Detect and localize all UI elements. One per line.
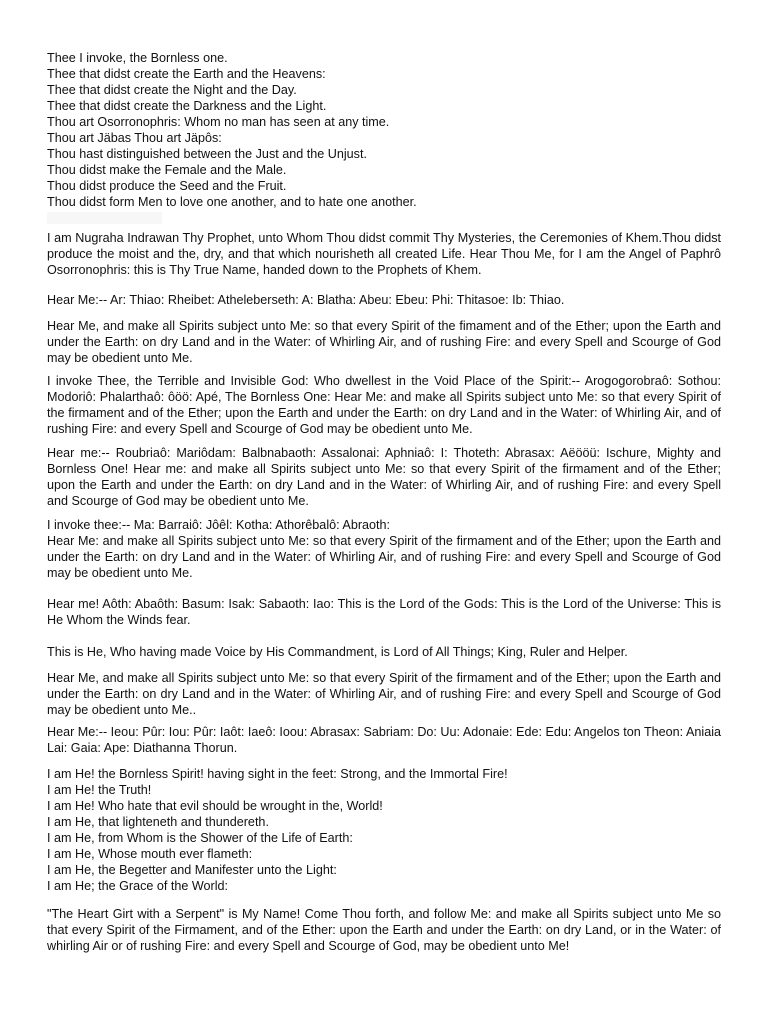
- i-am-he-line: I am He! the Truth!: [47, 783, 152, 797]
- invoke-thee-line: I invoke thee:-- Ma: Barraiô: Jôêl: Kotha: Athorêbalô: Abraoth:: [47, 518, 391, 532]
- invocation-line: Thou didst make the Female and the Male.: [47, 163, 287, 177]
- paragraph-this-is-he: This is He, Who having made Voice by His Commandment, is Lord of All Things; King, Ruler and Helper.: [47, 645, 628, 659]
- invoke-thee-body: Hear Me: and make all Spirits subject unto Me: so that every Spirit of the firmament and of the Ether; upon the Earth and under the Earth: on dry Land and in the Water: of Whirling Air, and of rushing Fire: and every Spell and Scourge of God may be obedient unto Me.: [47, 534, 721, 580]
- paragraph-spirits-2: Hear Me, and make all Spirits subject unto Me: so that every Spirit of the firmament and of the Ether; upon the Earth and under the Earth: on dry Land and in the Water: of Whirling Air, and of rushing Fire: and every Spell and Scourge of God may be obedient unto Me..: [47, 671, 721, 717]
- invocation-stanza: [47, 50, 721, 210]
- invocation-line: Thou didst form Men to love one another, and to hate one another.: [47, 195, 417, 209]
- invocation-line: Thou didst produce the Seed and the Fruit.: [47, 179, 287, 193]
- paragraph-hear-me-1: Hear Me:-- Ar: Thiao: Rheibet: Atheleberseth: A: Blatha: Abeu: Ebeu: Phi: Thitasoe: Ib: Thiao.: [47, 293, 565, 307]
- paragraph-heart-girt: "The Heart Girt with a Serpent" is My Name! Come Thou forth, and follow Me: and make all Spirits subject unto Me so that every Spirit of the Firmament, and of the Ether: upon the Earth and under the Earth: on dry Land, or in the Water: of whirling Air or of rushing Fire: and every Spell and Scourge of God, may be obedient unto Me!: [47, 907, 721, 953]
- i-am-he-stanza: [47, 766, 721, 894]
- invocation-line: Thou hast distinguished between the Just and the Unjust.: [47, 147, 367, 161]
- invocation-line: Thee I invoke, the Bornless one.: [47, 51, 228, 65]
- paragraph-hear-me-2: Hear me:-- Roubriaô: Mariôdam: Balbnabaoth: Assalonai: Aphniaô: I: Thoteth: Abrasax: Aëööü: Ischure, Mighty and Bornless One! Hear me: and make all Spirits subject unto Me: so that every Spirit of the firmament and of the Ether; upon the Earth and under the Earth: on dry Land and in the Water: of Whirling Air, and of rushing Fire: and every Spell and Scourge of God may be obedient unto Me.: [47, 446, 721, 508]
- i-am-he-line: I am He; the Grace of the World:: [47, 879, 229, 893]
- paragraph-lord-of-gods: Hear me! Aôth: Abaôth: Basum: Isak: Sabaoth: Iao: This is the Lord of the Gods: This is the Lord of the Universe: This is He Whom the Winds fear.: [47, 597, 721, 627]
- i-am-he-line: I am He, that lighteneth and thundereth.: [47, 815, 269, 829]
- paragraph-hear-me-3: Hear Me:-- Ieou: Pûr: Iou: Pûr: Iaôt: Iaeô: Ioou: Abrasax: Sabriam: Do: Uu: Adonaie: Ede: Edu: Angelos ton Theon: Aniaia Lai: Gaia: Ape: Diathanna Thorun.: [47, 725, 721, 755]
- paragraph-prophet: I am Nugraha Indrawan Thy Prophet, unto Whom Thou didst commit Thy Mysteries, the Ceremonies of Khem.Thou didst produce the moist and the, dry, and that which nourisheth all created Life. Hear Thou Me, for I am the Angel of Paphrô Osorronophris: this is Thy True Name, handed down to the Prophets of Khem.: [47, 231, 721, 277]
- invocation-line: Thee that didst create the Earth and the Heavens:: [47, 67, 326, 81]
- i-am-he-line: I am He, Whose mouth ever flameth:: [47, 847, 253, 861]
- invocation-line: Thou art Osorronophris: Whom no man has seen at any time.: [47, 115, 390, 129]
- i-am-he-line: I am He, the Begetter and Manifester unto the Light:: [47, 863, 337, 877]
- i-am-he-line: I am He, from Whom is the Shower of the Life of Earth:: [47, 831, 353, 845]
- invocation-line: Thee that didst create the Darkness and the Light.: [47, 99, 327, 113]
- faint-highlight-strip: [47, 212, 162, 224]
- invocation-line: Thou art Jäbas Thou art Jäpôs:: [47, 131, 222, 145]
- paragraph-invoke-thee: [47, 517, 721, 581]
- i-am-he-line: I am He! the Bornless Spirit! having sight in the feet: Strong, and the Immortal Fire!: [47, 767, 508, 781]
- i-am-he-line: I am He! Who hate that evil should be wrought in the, World!: [47, 799, 383, 813]
- paragraph-spirits-1: Hear Me, and make all Spirits subject unto Me: so that every Spirit of the fimament and of the Ether; upon the Earth and under the Earth: on dry Land and in the Water: of Whirling Air, and of rushing Fire: and every Spell and Scourge of God may be obedient unto Me.: [47, 319, 721, 365]
- paragraph-invoke-terrible: I invoke Thee, the Terrible and Invisible God: Who dwellest in the Void Place of the Spirit:-- Arogogorobraô: Sothou: Modoriô: Phalarthaô: ôöö: Apé, The Bornless One: Hear Me: and make all Spirits subject unto Me: so that every Spirit of the firmament and of the Ether; upon the Earth and under the Earth: on dry Land and in the Water: of Whirling Air, and of rushing Fire: and every Spell and Scourge of God may be obedient unto Me.: [47, 374, 721, 436]
- invocation-line: Thee that didst create the Night and the Day.: [47, 83, 297, 97]
